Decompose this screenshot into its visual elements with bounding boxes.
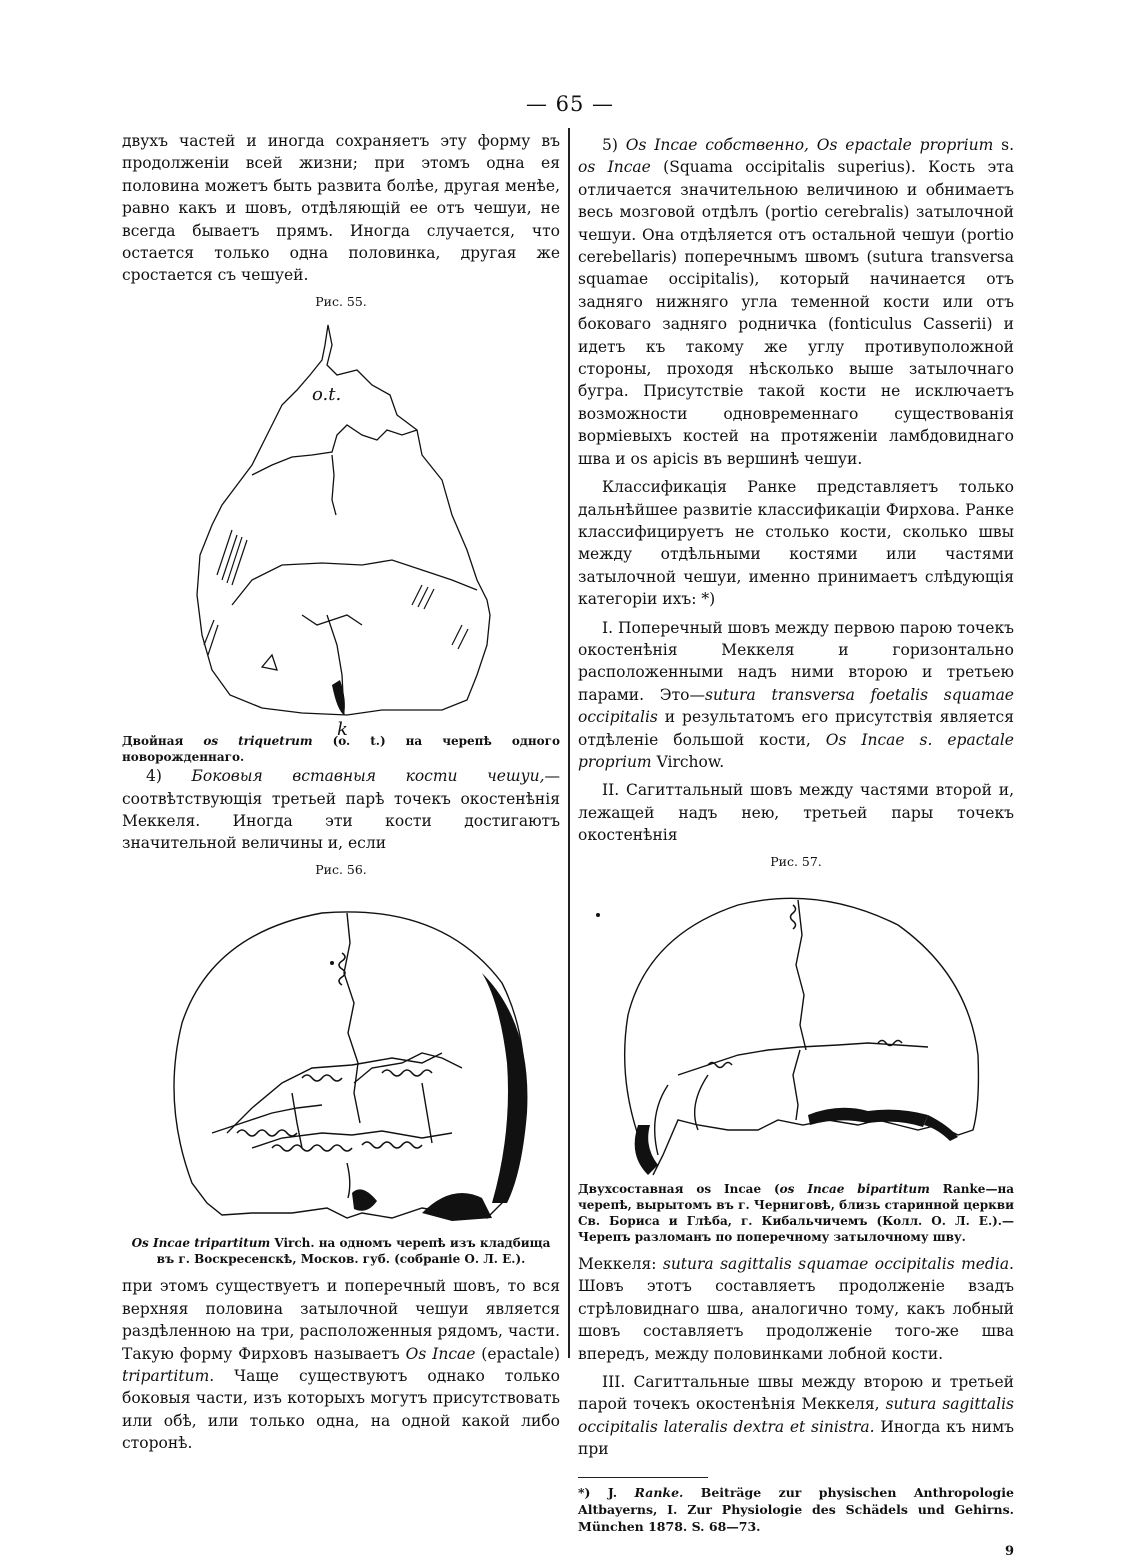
left-para3-b: Os Incae (405, 1344, 476, 1363)
right-paragraph-2: Классификація Ранке представляетъ только дальнѣйшее развитіе классификаціи Фирхова. Ранке классифицируетъ не столько кости, сколько швы между отдѣльными костями или частями затылочной чешуи, именно принимаетъ слѣдующія категоріи ихъ: *) (578, 478, 1014, 609)
fig57-caption-a: Двухсоставная os Incae ( (578, 1182, 780, 1196)
fig55-caption-b: os triquetrum (203, 734, 313, 749)
right-para6-c: Иногда къ нимъ при (578, 1417, 1014, 1459)
figure-57-skull (578, 875, 1014, 1175)
right-para5-c: Шовъ этотъ составляетъ продолженіе взадъ стрѣловиднаго шва, аналогично тому, какъ лобный шовъ составляетъ продолженіе того-же шва впередъ, между половинками лобной кости. (578, 1277, 1014, 1363)
fig56-caption (122, 1235, 560, 1267)
right-para1-c: s. (993, 136, 1015, 154)
right-para1-d: os Incae (578, 158, 651, 177)
fig57-title: Рис. 57. (770, 853, 822, 869)
fig55-caption-a: Двойная (122, 734, 204, 749)
right-para1-a: 5) (602, 136, 626, 154)
fig57-caption-c: Ranke—на черепѣ, вырытомъ въ г. Черниговѣ, близь старинной церкви Св. Бориса и Глѣба, г. Кибальчичемъ (Колл. О. Л. Е.).—Черепъ разломанъ по поперечному затылочному шву. (578, 1182, 1014, 1244)
right-para1-b: Os Incae собственно, Os epactale proprium (625, 136, 994, 154)
left-para3-e: Чаще существуютъ однако только боковыя части, изъ которыхъ могутъ присутствовать или обѣ, или только одна, на одной какой либо сторонѣ. (122, 1366, 560, 1453)
right-para5-a: Меккеля: (578, 1255, 663, 1273)
left-paragraph-1: двухъ частей и иногда сохраняетъ эту форму въ продолженіи всей жизни; при этомъ одна ея половина можетъ быть развита болѣе, другая менѣе, равно какъ и шовъ, отдѣляющій ее отъ чешуи, не всегда бываетъ прямъ. Иногда случается, что остается только одна половинка, другая же сростается съ чешуей. (122, 132, 560, 285)
figure-56-skull (122, 883, 560, 1229)
left-paragraph-3 (122, 1275, 560, 1454)
right-para3-d: Os Incae s. epactale proprium (578, 730, 1014, 771)
right-paragraph-5 (578, 1253, 1014, 1365)
signature-mark: 9 (1004, 1543, 1014, 1559)
right-para3-b: sutura transversa foetalis squamae occipitalis (578, 685, 1014, 727)
fig55-label-ot: o.t. (312, 384, 342, 406)
footnote-b: Ranke. (634, 1484, 684, 1500)
fig55-caption (122, 733, 560, 765)
figure-55-skull (122, 315, 560, 741)
page-number: — 65 — (525, 92, 615, 116)
footnote-rule (578, 1477, 708, 1478)
fig55-label-k: k (337, 719, 348, 741)
fig56-caption-a: Os Incae tripartitum (131, 1236, 271, 1251)
column-divider (568, 128, 570, 1358)
fig55-caption-c: (o. t.) на черепѣ одного новорожденнаго. (122, 734, 561, 765)
right-para6-b: sutura sagittalis occipitalis lateralis dextra et sinistra. (578, 1395, 1014, 1436)
right-para1-e: (Squama occipitalis superius). Кость эта отличается значительною величиною и обнимаетъ весь мозговой отдѣлъ (portio cerebralis) затылочной чешуи. Она отдѣляется отъ остальной чешуи (portio cerebellaris) поперечнымъ швомъ (sutura transversa squamae occipitalis), который начинается отъ задняго нижняго угла теменной кости или отъ боковаго задняго родничка (fonticulus Casserii) и идетъ къ такому же углу противуположной стороны, проходя нѣсколько выше затылочнаго бугра. Присутствіе такой кости не исключаетъ возможности одновременнаго существованія ворміевыхъ костей на протяженіи ламбдовиднаго шва и os apicis въ вершинѣ чешуи. (578, 158, 1014, 468)
right-column (578, 134, 1014, 1563)
right-para5-b: sutura sagittalis squamae occipitalis media. (662, 1255, 1014, 1273)
right-para3-e: Virchow. (651, 752, 725, 771)
left-para3-d: tripartitum. (122, 1366, 215, 1385)
footnote-a: *) J. (578, 1484, 635, 1500)
fig57-caption (578, 1181, 1014, 1245)
footnote-c: Beiträge zur physischen Anthropologie Altbayerns, I. Zur Physiologie des Schädels und Gehirns. München 1878. S. 68—73. (578, 1484, 1014, 1534)
right-paragraph-1 (578, 134, 1014, 470)
left-para2-rest: —соотвѣтствующія третьей парѣ точекъ окостенѣнія Меккеля. Иногда эти кости достигаютъ значительной величины и, если (122, 767, 561, 853)
fig57-caption-b: os Incae bipartitum (779, 1182, 930, 1196)
right-paragraph-4: II. Сагиттальный шовъ между частями второй и, лежащей надъ нею, третьей пары точекъ окостенѣнія (578, 781, 1014, 845)
left-para3-c: (epactale) (475, 1344, 561, 1363)
left-para2-num: 4) (146, 767, 192, 786)
left-paragraph-2 (122, 765, 560, 855)
right-paragraph-3 (578, 617, 1014, 774)
left-para2-italic: Боковыя вставныя кости чешуи, (191, 767, 545, 786)
right-paragraph-6 (578, 1371, 1014, 1461)
right-para3-a: I. Поперечный шовъ между первою парою точекъ окостенѣнія Меккеля и горизонтально расположенными надъ ними второю и третьею парами. Это— (578, 618, 1014, 704)
fig56-title: Рис. 56. (315, 861, 367, 877)
fig56-caption-b: Virch. на одномъ черепѣ изъ кладбища въ г. Воскресенскѣ, Москов. губ. (собраніе О. Л. Е.). (156, 1236, 551, 1267)
right-para3-c: и результатомъ его присутствія является отдѣленіе большой кости, (578, 708, 1014, 749)
left-column (122, 130, 560, 1455)
fig55-title: Рис. 55. (315, 293, 367, 309)
right-para6-a: III. Сагиттальные швы между второю и третьей парой точекъ окостенѣнія Меккеля, (578, 1373, 1014, 1414)
left-para3-a: при этомъ существуетъ и поперечный шовъ, то вся верхняя половина затылочной чешуи является раздѣленною на три, расположенныя рядомъ, части. Такую форму Фирховъ называетъ (122, 1277, 560, 1363)
footnote (578, 1484, 1014, 1535)
